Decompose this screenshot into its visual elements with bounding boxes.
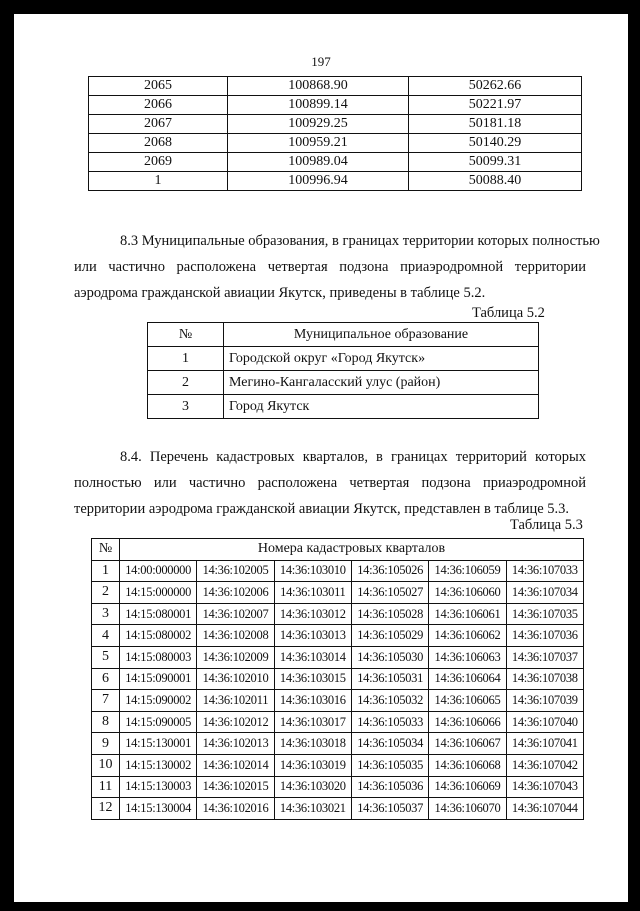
cadastral-quarter-number: 14:36:103017 bbox=[274, 711, 351, 733]
cadastral-quarter-number: 14:36:106066 bbox=[429, 711, 506, 733]
cadastral-quarter-number: 14:36:105032 bbox=[351, 690, 428, 712]
table-header-row bbox=[92, 539, 584, 561]
coordinate-y: 50099.31 bbox=[409, 153, 582, 172]
row-number: 11 bbox=[92, 776, 120, 798]
table-row bbox=[148, 371, 539, 395]
row-number: 6 bbox=[92, 668, 120, 690]
cadastral-quarter-number: 14:36:102007 bbox=[197, 603, 274, 625]
page-number: 197 bbox=[311, 54, 331, 69]
cadastral-quarter-number: 14:15:090001 bbox=[120, 668, 197, 690]
paragraph-8-4 bbox=[74, 444, 586, 522]
cadastral-quarter-number: 14:36:107043 bbox=[506, 776, 583, 798]
cadastral-quarter-number: 14:36:102015 bbox=[197, 776, 274, 798]
cadastral-quarter-number: 14:36:103012 bbox=[274, 603, 351, 625]
cadastral-quarter-number: 14:36:102016 bbox=[197, 798, 274, 820]
row-number: 12 bbox=[92, 798, 120, 820]
point-number: 2065 bbox=[89, 77, 228, 96]
coordinate-x: 100929.25 bbox=[228, 115, 409, 134]
table-row bbox=[92, 646, 584, 668]
row-number: 2 bbox=[92, 582, 120, 604]
cadastral-quarter-number: 14:36:103018 bbox=[274, 733, 351, 755]
row-number: 3 bbox=[148, 395, 224, 419]
cadastral-quarter-number: 14:36:102013 bbox=[197, 733, 274, 755]
cadastral-quarter-number: 14:36:103020 bbox=[274, 776, 351, 798]
coordinate-x: 100899.14 bbox=[228, 96, 409, 115]
municipality-name: Мегино-Кангаласский улус (район) bbox=[224, 371, 539, 395]
coordinate-x: 100989.04 bbox=[228, 153, 409, 172]
cadastral-quarter-number: 14:15:000000 bbox=[120, 582, 197, 604]
table-row bbox=[92, 603, 584, 625]
cadastral-quarter-number: 14:36:107044 bbox=[506, 798, 583, 820]
header-cell-cadastral-numbers: Номера кадастровых кварталов bbox=[120, 539, 584, 561]
coordinates-table bbox=[88, 76, 582, 191]
document-page bbox=[14, 14, 628, 902]
coordinate-y: 50262.66 bbox=[409, 77, 582, 96]
cadastral-quarter-number: 14:36:105035 bbox=[351, 754, 428, 776]
cadastral-quarter-number: 14:36:105029 bbox=[351, 625, 428, 647]
cadastral-quarter-number: 14:36:103021 bbox=[274, 798, 351, 820]
cadastral-quarters-table bbox=[91, 538, 584, 820]
header-cell-number: № bbox=[148, 323, 224, 347]
cadastral-quarter-number: 14:15:090002 bbox=[120, 690, 197, 712]
cadastral-quarter-number: 14:00:000000 bbox=[120, 560, 197, 582]
coordinate-y: 50140.29 bbox=[409, 134, 582, 153]
paragraph-line: 8.3 Муниципальные образования, в границах территории которых полностью bbox=[120, 233, 600, 249]
table-5-3-caption: Таблица 5.3 bbox=[510, 517, 583, 533]
coordinate-x: 100996.94 bbox=[228, 172, 409, 191]
cadastral-quarter-number: 14:15:080003 bbox=[120, 646, 197, 668]
cadastral-quarter-number: 14:36:105026 bbox=[351, 560, 428, 582]
row-number: 5 bbox=[92, 646, 120, 668]
cadastral-table-body bbox=[92, 539, 584, 820]
point-number: 2066 bbox=[89, 96, 228, 115]
cadastral-quarter-number: 14:36:106067 bbox=[429, 733, 506, 755]
cadastral-quarter-number: 14:36:107039 bbox=[506, 690, 583, 712]
row-number: 2 bbox=[148, 371, 224, 395]
table-row bbox=[92, 711, 584, 733]
table-row bbox=[89, 153, 582, 172]
cadastral-quarter-number: 14:36:102011 bbox=[197, 690, 274, 712]
paragraph-line: полностью или частично расположена четвертая подзона приаэродромной bbox=[74, 475, 586, 491]
row-number: 7 bbox=[92, 690, 120, 712]
cadastral-quarter-number: 14:15:090005 bbox=[120, 711, 197, 733]
cadastral-quarter-number: 14:36:106060 bbox=[429, 582, 506, 604]
cadastral-quarter-number: 14:36:102009 bbox=[197, 646, 274, 668]
coordinate-y: 50181.18 bbox=[409, 115, 582, 134]
table-row bbox=[92, 754, 584, 776]
cadastral-quarter-number: 14:36:107033 bbox=[506, 560, 583, 582]
table-row bbox=[89, 77, 582, 96]
table-5-2-caption: Таблица 5.2 bbox=[472, 305, 545, 321]
cadastral-quarter-number: 14:36:102012 bbox=[197, 711, 274, 733]
cadastral-quarter-number: 14:36:105031 bbox=[351, 668, 428, 690]
cadastral-quarter-number: 14:36:105030 bbox=[351, 646, 428, 668]
coordinates-table-body bbox=[89, 77, 582, 191]
cadastral-quarter-number: 14:36:106062 bbox=[429, 625, 506, 647]
table-row bbox=[92, 690, 584, 712]
point-number: 2067 bbox=[89, 115, 228, 134]
cadastral-quarter-number: 14:36:107038 bbox=[506, 668, 583, 690]
cadastral-quarter-number: 14:15:130001 bbox=[120, 733, 197, 755]
municipalities-table bbox=[147, 322, 539, 419]
cadastral-quarter-number: 14:15:130003 bbox=[120, 776, 197, 798]
row-number: 3 bbox=[92, 603, 120, 625]
cadastral-quarter-number: 14:36:105034 bbox=[351, 733, 428, 755]
cadastral-quarter-number: 14:36:103015 bbox=[274, 668, 351, 690]
row-number: 8 bbox=[92, 711, 120, 733]
cadastral-quarter-number: 14:36:107040 bbox=[506, 711, 583, 733]
coordinate-x: 100959.21 bbox=[228, 134, 409, 153]
cadastral-quarter-number: 14:36:105037 bbox=[351, 798, 428, 820]
row-number: 10 bbox=[92, 754, 120, 776]
coordinate-y: 50221.97 bbox=[409, 96, 582, 115]
cadastral-quarter-number: 14:36:106065 bbox=[429, 690, 506, 712]
cadastral-quarter-number: 14:36:106063 bbox=[429, 646, 506, 668]
table-row bbox=[89, 115, 582, 134]
municipality-name: Городской округ «Город Якутск» bbox=[224, 347, 539, 371]
cadastral-quarter-number: 14:36:107042 bbox=[506, 754, 583, 776]
cadastral-quarter-number: 14:36:107034 bbox=[506, 582, 583, 604]
table-header-row bbox=[148, 323, 539, 347]
cadastral-quarter-number: 14:15:080001 bbox=[120, 603, 197, 625]
cadastral-quarter-number: 14:36:103011 bbox=[274, 582, 351, 604]
cadastral-quarter-number: 14:15:130004 bbox=[120, 798, 197, 820]
paragraph-8-3 bbox=[74, 228, 600, 306]
table-row bbox=[92, 798, 584, 820]
table-row bbox=[92, 776, 584, 798]
table-row bbox=[92, 625, 584, 647]
paragraph-line: аэродрома гражданской авиации Якутск, приведены в таблице 5.2. bbox=[74, 285, 486, 301]
municipality-name: Город Якутск bbox=[224, 395, 539, 419]
cadastral-quarter-number: 14:36:102005 bbox=[197, 560, 274, 582]
cadastral-quarter-number: 14:36:103016 bbox=[274, 690, 351, 712]
cadastral-quarter-number: 14:36:107041 bbox=[506, 733, 583, 755]
cadastral-quarter-number: 14:36:106068 bbox=[429, 754, 506, 776]
cadastral-quarter-number: 14:36:103019 bbox=[274, 754, 351, 776]
row-number: 1 bbox=[148, 347, 224, 371]
cadastral-quarter-number: 14:36:105036 bbox=[351, 776, 428, 798]
cadastral-quarter-number: 14:36:106069 bbox=[429, 776, 506, 798]
cadastral-quarter-number: 14:36:107037 bbox=[506, 646, 583, 668]
cadastral-quarter-number: 14:36:106064 bbox=[429, 668, 506, 690]
coordinate-y: 50088.40 bbox=[409, 172, 582, 191]
cadastral-quarter-number: 14:36:107035 bbox=[506, 603, 583, 625]
cadastral-quarter-number: 14:15:080002 bbox=[120, 625, 197, 647]
point-number: 2069 bbox=[89, 153, 228, 172]
cadastral-quarter-number: 14:36:103010 bbox=[274, 560, 351, 582]
table-row bbox=[148, 347, 539, 371]
cadastral-quarter-number: 14:36:103013 bbox=[274, 625, 351, 647]
paragraph-line: 8.4. Перечень кадастровых кварталов, в границах территорий которых bbox=[120, 449, 586, 465]
cadastral-quarter-number: 14:36:102008 bbox=[197, 625, 274, 647]
table-row bbox=[92, 733, 584, 755]
cadastral-quarter-number: 14:36:102014 bbox=[197, 754, 274, 776]
table-row bbox=[89, 134, 582, 153]
table-row bbox=[89, 96, 582, 115]
table-row bbox=[92, 668, 584, 690]
row-number: 9 bbox=[92, 733, 120, 755]
cadastral-quarter-number: 14:36:106061 bbox=[429, 603, 506, 625]
cadastral-quarter-number: 14:36:106070 bbox=[429, 798, 506, 820]
cadastral-quarter-number: 14:36:102006 bbox=[197, 582, 274, 604]
header-cell-number: № bbox=[92, 539, 120, 561]
cadastral-quarter-number: 14:36:105033 bbox=[351, 711, 428, 733]
cadastral-quarter-number: 14:36:103014 bbox=[274, 646, 351, 668]
table-row bbox=[148, 395, 539, 419]
point-number: 1 bbox=[89, 172, 228, 191]
table-row bbox=[89, 172, 582, 191]
table-row bbox=[92, 582, 584, 604]
cadastral-quarter-number: 14:36:102010 bbox=[197, 668, 274, 690]
coordinate-x: 100868.90 bbox=[228, 77, 409, 96]
row-number: 1 bbox=[92, 560, 120, 582]
paragraph-line: территории аэродрома гражданской авиации Якутск, представлен в таблице 5.3. bbox=[74, 501, 570, 517]
cadastral-quarter-number: 14:36:106059 bbox=[429, 560, 506, 582]
paragraph-line: или частично расположена четвертая подзона приаэродромной территории bbox=[74, 259, 586, 275]
cadastral-quarter-number: 14:36:107036 bbox=[506, 625, 583, 647]
cadastral-quarter-number: 14:36:105027 bbox=[351, 582, 428, 604]
point-number: 2068 bbox=[89, 134, 228, 153]
row-number: 4 bbox=[92, 625, 120, 647]
header-cell-municipality: Муниципальное образование bbox=[224, 323, 539, 347]
cadastral-quarter-number: 14:15:130002 bbox=[120, 754, 197, 776]
table-row bbox=[92, 560, 584, 582]
cadastral-quarter-number: 14:36:105028 bbox=[351, 603, 428, 625]
